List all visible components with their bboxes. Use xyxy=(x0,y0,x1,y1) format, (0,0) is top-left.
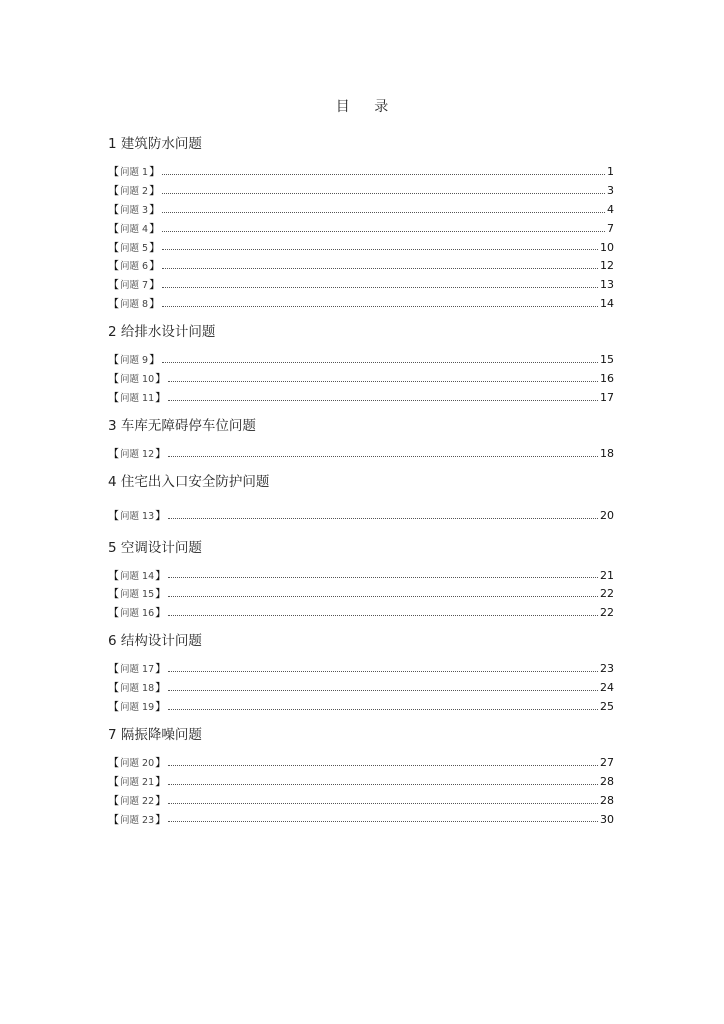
page-number: 23 xyxy=(600,662,614,676)
toc-entry[interactable] xyxy=(108,201,614,220)
toc-section xyxy=(108,631,614,717)
dot-leader xyxy=(168,671,598,672)
toc-entry[interactable] xyxy=(108,370,614,389)
page-number: 22 xyxy=(600,606,614,620)
toc-entry[interactable] xyxy=(108,389,614,408)
page-number: 16 xyxy=(600,372,614,386)
bracket-close: 】 xyxy=(149,165,161,178)
toc-entry[interactable] xyxy=(108,679,614,698)
entry-label: 问题 21 xyxy=(120,776,155,788)
bracket-close: 】 xyxy=(149,259,161,273)
bracket-close: 】 xyxy=(149,240,161,254)
toc-entry[interactable] xyxy=(108,698,614,717)
toc-entry[interactable] xyxy=(108,239,614,258)
dot-leader xyxy=(168,400,598,401)
entry-label: 问题 23 xyxy=(120,814,155,826)
entry-label: 问题 19 xyxy=(120,702,155,714)
bracket-close: 】 xyxy=(155,662,167,676)
bracket-close: 】 xyxy=(155,568,167,582)
section-heading[interactable]: 5 空调设计问题 xyxy=(108,539,202,556)
toc-entry[interactable] xyxy=(108,445,614,464)
toc-section xyxy=(108,322,614,408)
page-number: 28 xyxy=(600,774,614,788)
dot-leader xyxy=(162,268,598,269)
entry-label: 问题 3 xyxy=(120,204,149,216)
toc-section xyxy=(108,725,614,830)
section-heading[interactable]: 1 建筑防水问题 xyxy=(108,136,202,152)
section-heading[interactable]: 2 给排水设计问题 xyxy=(108,324,216,341)
entry-label: 问题 7 xyxy=(120,280,149,292)
toc-entry[interactable] xyxy=(108,567,614,586)
page-number: 15 xyxy=(600,353,614,367)
bracket-close: 】 xyxy=(155,681,167,695)
dot-leader xyxy=(168,596,598,597)
bracket-open: 【 xyxy=(108,297,119,311)
bracket-open: 【 xyxy=(108,165,119,178)
dot-leader xyxy=(168,803,598,804)
bracket-open: 【 xyxy=(108,221,119,235)
bracket-open: 【 xyxy=(108,568,119,582)
bracket-open: 【 xyxy=(108,446,119,460)
entry-label: 问题 1 xyxy=(120,167,149,178)
entry-label: 问题 22 xyxy=(120,795,155,807)
toc-entry[interactable] xyxy=(108,585,614,604)
bracket-close: 】 xyxy=(155,390,167,404)
page-number: 21 xyxy=(600,568,614,582)
page-number: 18 xyxy=(600,446,614,460)
toc-entry[interactable] xyxy=(108,163,614,182)
dot-leader xyxy=(168,784,598,785)
bracket-open: 【 xyxy=(108,700,119,714)
dot-leader xyxy=(162,306,598,307)
toc-section xyxy=(108,416,614,464)
bracket-close: 】 xyxy=(155,812,167,826)
bracket-open: 【 xyxy=(108,662,119,676)
bracket-open: 【 xyxy=(108,278,119,292)
bracket-open: 【 xyxy=(108,812,119,826)
page-number: 22 xyxy=(600,587,614,601)
page-number: 28 xyxy=(600,793,614,807)
page-number: 25 xyxy=(600,700,614,714)
entry-label: 问题 12 xyxy=(120,448,155,460)
dot-leader xyxy=(162,174,605,175)
toc-entry[interactable] xyxy=(108,754,614,773)
dot-leader xyxy=(168,577,598,578)
bracket-open: 【 xyxy=(108,353,119,367)
dot-leader xyxy=(162,249,598,250)
toc-entry[interactable] xyxy=(108,792,614,811)
bracket-open: 【 xyxy=(108,240,119,254)
toc-entry[interactable] xyxy=(108,276,614,295)
entry-label: 问题 13 xyxy=(120,510,155,522)
toc-entry[interactable] xyxy=(108,660,614,679)
toc-entry[interactable] xyxy=(108,507,614,526)
entry-label: 问题 6 xyxy=(120,261,149,273)
dot-leader xyxy=(168,709,598,710)
entry-label: 问题 14 xyxy=(120,570,155,582)
entry-label: 问题 15 xyxy=(120,589,155,601)
bracket-close: 】 xyxy=(155,755,167,769)
bracket-close: 】 xyxy=(149,183,161,197)
page-number: 4 xyxy=(607,202,614,216)
bracket-open: 【 xyxy=(108,372,119,386)
page-number: 12 xyxy=(600,259,614,273)
page-number: 24 xyxy=(600,681,614,695)
toc-entry[interactable] xyxy=(108,604,614,623)
entry-label: 问题 9 xyxy=(120,355,149,367)
dot-leader xyxy=(168,765,598,766)
page-number: 13 xyxy=(600,278,614,292)
dot-leader xyxy=(162,287,598,288)
bracket-close: 】 xyxy=(155,700,167,714)
page-number: 1 xyxy=(607,165,614,178)
entry-label: 问题 5 xyxy=(120,242,149,254)
bracket-open: 【 xyxy=(108,606,119,620)
page-number: 14 xyxy=(600,297,614,311)
bracket-open: 【 xyxy=(108,508,119,522)
bracket-close: 】 xyxy=(155,793,167,807)
entry-label: 问题 20 xyxy=(120,757,155,769)
bracket-open: 【 xyxy=(108,202,119,216)
section-heading[interactable]: 6 结构设计问题 xyxy=(108,633,202,650)
dot-leader xyxy=(168,518,598,519)
dot-leader xyxy=(168,456,598,457)
section-heading[interactable]: 3 车库无障碍停车位问题 xyxy=(108,417,256,434)
toc-entry[interactable] xyxy=(108,351,614,370)
bracket-close: 】 xyxy=(155,774,167,788)
page-number: 7 xyxy=(607,221,614,235)
bracket-close: 】 xyxy=(149,297,161,311)
toc-entry[interactable] xyxy=(108,257,614,276)
entry-label: 问题 4 xyxy=(120,223,149,235)
bracket-open: 【 xyxy=(108,183,119,197)
entry-label: 问题 16 xyxy=(120,608,155,620)
page-number: 3 xyxy=(607,183,614,197)
bracket-open: 【 xyxy=(108,390,119,404)
bracket-close: 】 xyxy=(149,278,161,292)
bracket-open: 【 xyxy=(108,793,119,807)
bracket-close: 】 xyxy=(155,372,167,386)
bracket-close: 】 xyxy=(149,353,161,367)
bracket-close: 】 xyxy=(149,221,161,235)
dot-leader xyxy=(162,231,605,232)
dot-leader xyxy=(162,212,605,213)
dot-leader xyxy=(168,690,598,691)
entry-label: 问题 18 xyxy=(120,683,155,695)
bracket-open: 【 xyxy=(108,774,119,788)
bracket-open: 【 xyxy=(108,681,119,695)
page-number: 27 xyxy=(600,755,614,769)
entry-label: 问题 8 xyxy=(120,299,149,311)
toc-entry[interactable] xyxy=(108,220,614,239)
page-number: 17 xyxy=(600,390,614,404)
bracket-close: 】 xyxy=(155,508,167,522)
entry-label: 问题 11 xyxy=(120,392,155,404)
toc-section xyxy=(108,472,614,526)
toc-section xyxy=(108,134,614,314)
entry-label: 问题 17 xyxy=(120,664,155,676)
bracket-open: 【 xyxy=(108,587,119,601)
dot-leader xyxy=(162,362,598,363)
page-number: 30 xyxy=(600,812,614,826)
entry-label: 问题 10 xyxy=(120,374,155,386)
bracket-open: 【 xyxy=(108,259,119,273)
toc-entry[interactable] xyxy=(108,773,614,792)
page-number: 10 xyxy=(600,240,614,254)
section-heading[interactable]: 7 隔振降噪问题 xyxy=(108,726,202,743)
toc-entry[interactable] xyxy=(108,295,614,314)
dot-leader xyxy=(168,381,598,382)
page-number: 20 xyxy=(600,508,614,522)
entry-label: 问题 2 xyxy=(120,185,149,197)
dot-leader xyxy=(162,193,605,194)
toc-section xyxy=(108,538,614,624)
table-of-contents xyxy=(108,134,614,829)
dot-leader xyxy=(168,615,598,616)
toc-entry[interactable] xyxy=(108,182,614,201)
bracket-close: 】 xyxy=(149,202,161,216)
toc-entry[interactable] xyxy=(108,811,614,830)
bracket-close: 】 xyxy=(155,446,167,460)
dot-leader xyxy=(168,821,598,822)
bracket-open: 【 xyxy=(108,755,119,769)
toc-title: 目 录 xyxy=(335,99,399,115)
section-heading[interactable]: 4 住宅出入口安全防护问题 xyxy=(108,473,270,490)
bracket-close: 】 xyxy=(155,606,167,620)
bracket-close: 】 xyxy=(155,587,167,601)
